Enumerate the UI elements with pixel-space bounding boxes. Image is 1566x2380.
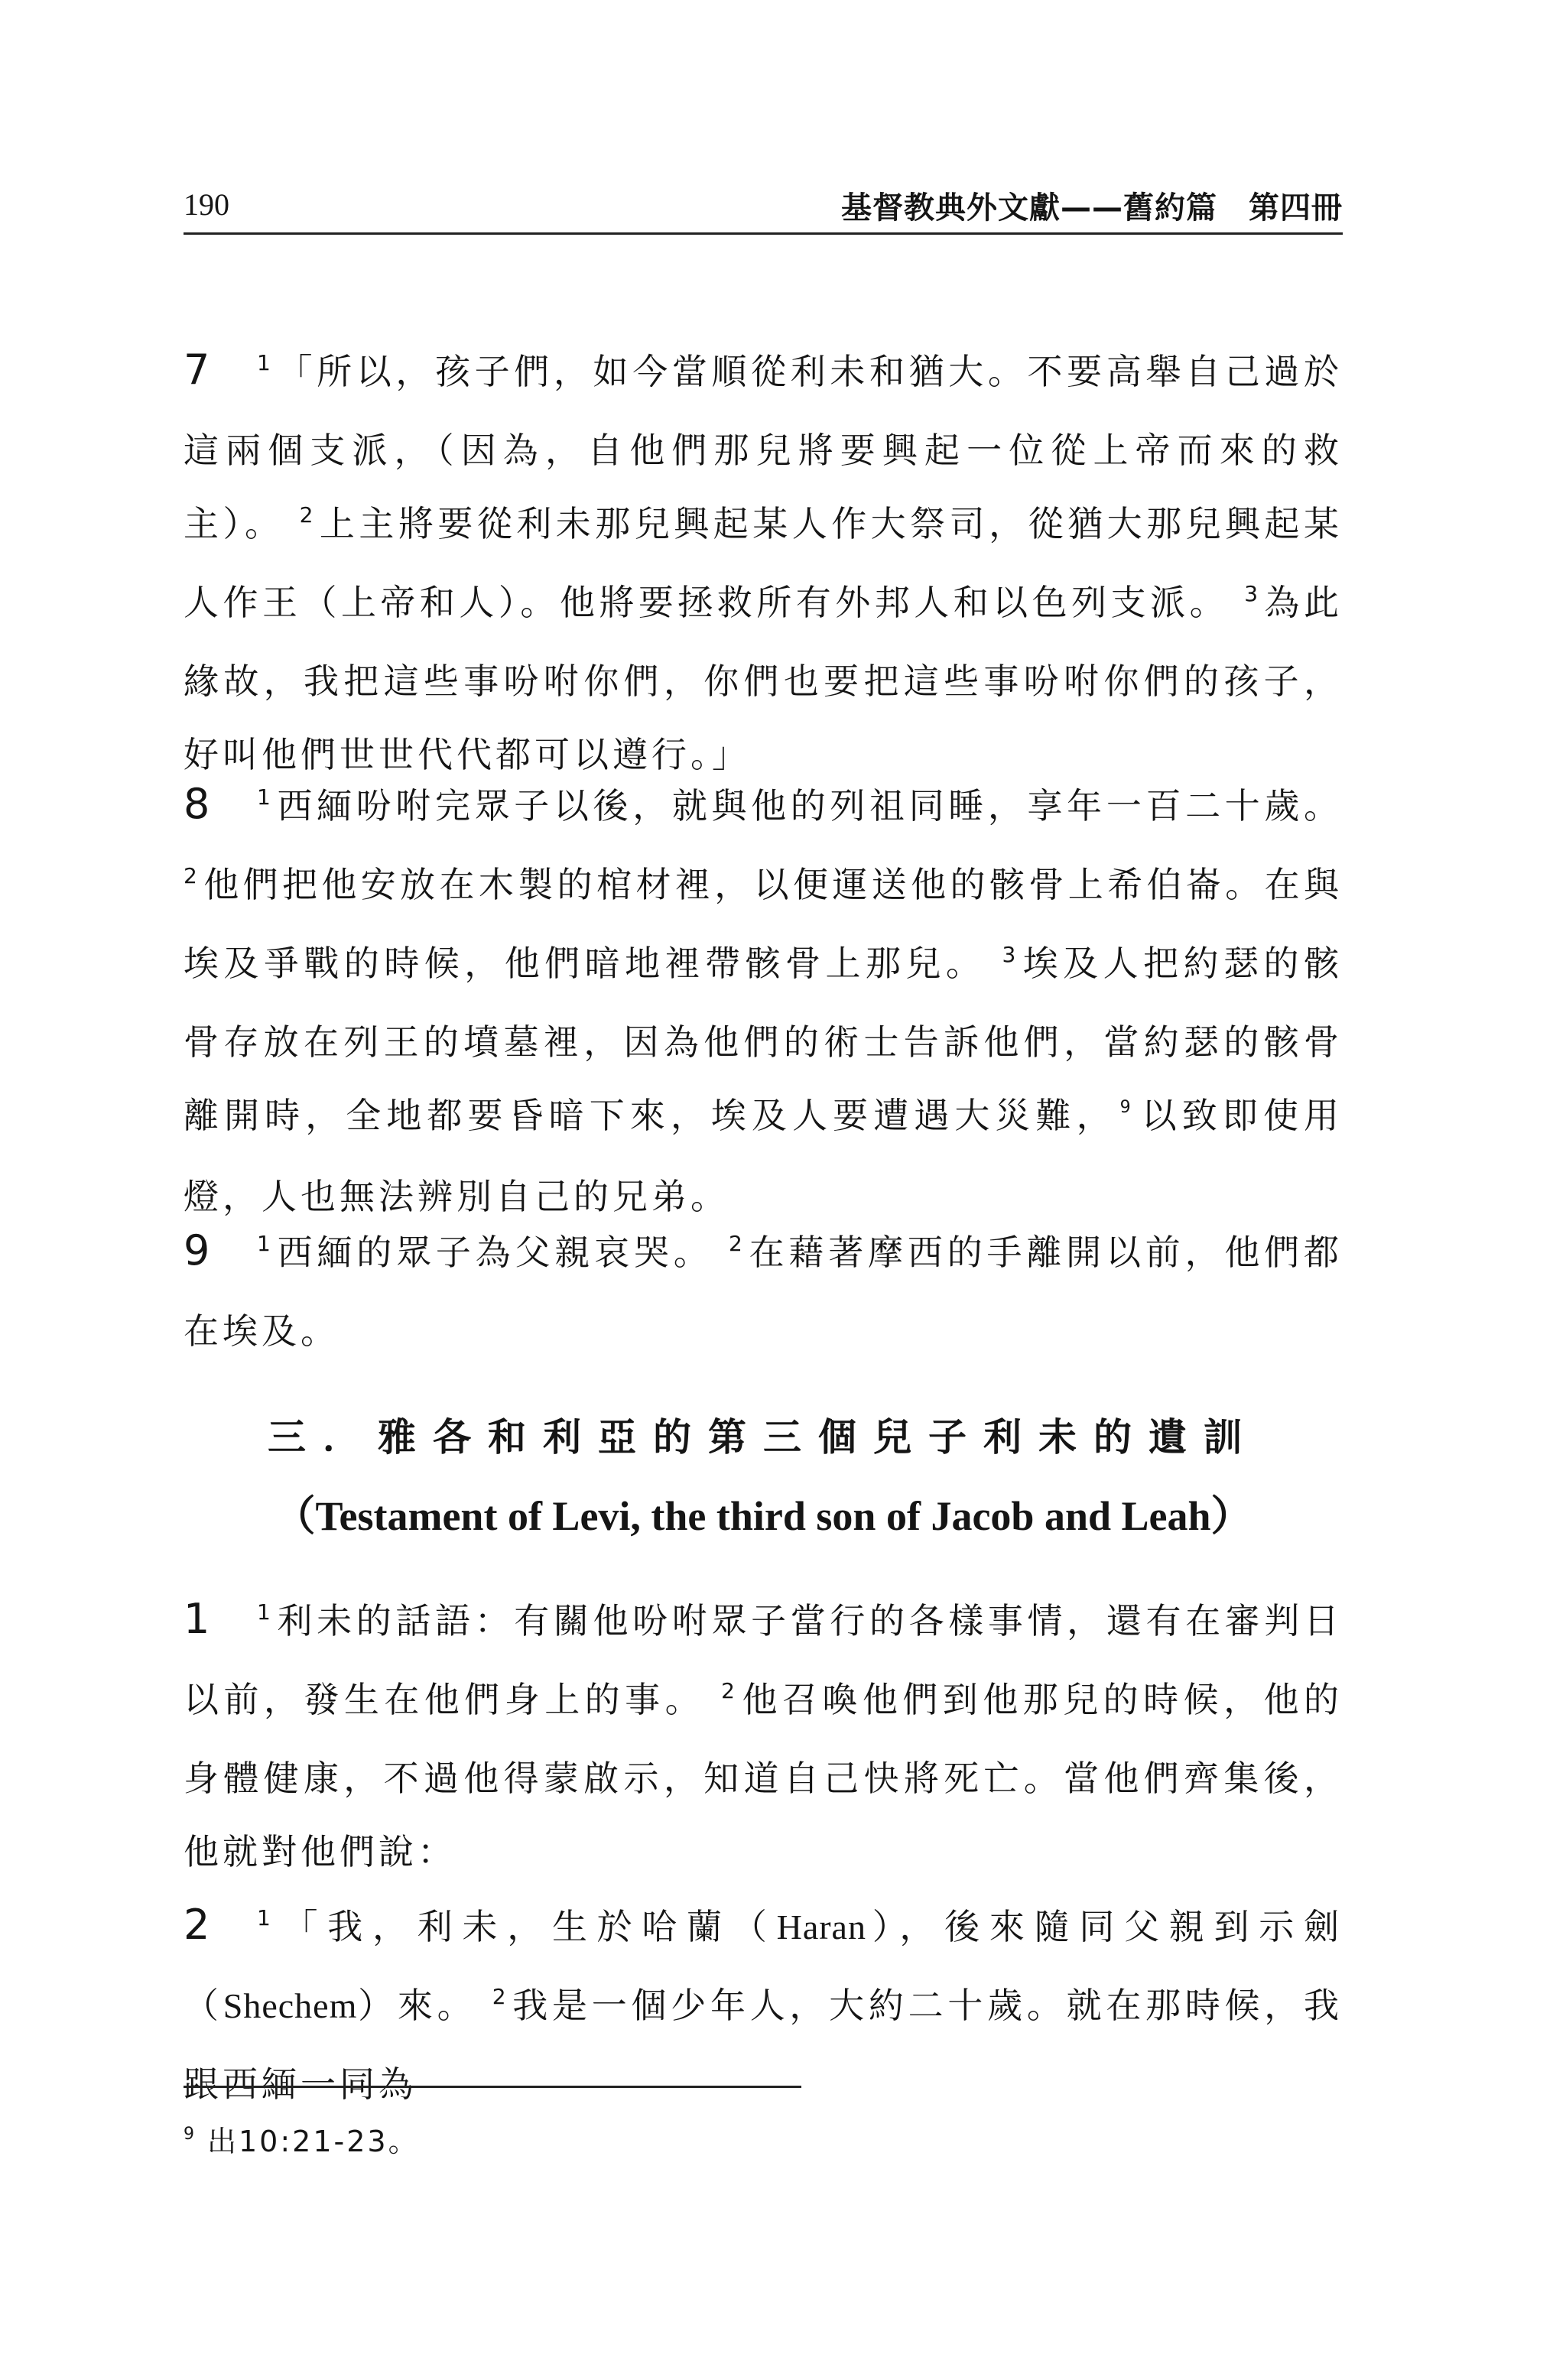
verse-number: 3: [1244, 581, 1259, 606]
chapter-number: 2: [184, 1901, 210, 1949]
chapter-7-paragraph: [184, 333, 1343, 791]
chapter-8-paragraph: [184, 768, 1343, 1233]
chapter-number: 9: [184, 1226, 210, 1274]
page-number: 190: [184, 187, 229, 222]
verse-text: 我是一個少年人，大約二十歲。就在那時候，我跟西緬一同為: [184, 1985, 1343, 2105]
verse-text: 在藉著摩西的手離開以前，他們都在埃及。: [184, 1232, 1343, 1352]
verse-number: 1: [257, 1599, 271, 1625]
chapter-9-paragraph: [184, 1214, 1343, 1368]
verse-text: 西緬的眾子為父親哀哭。: [276, 1232, 713, 1273]
verse-text: 為此緣故，我把這些事吩咐你們，你們也要把這些事吩咐你們的孩子，好叫他們世世代代都可以遵行。」: [184, 582, 1343, 775]
verse-text: 埃及人把約瑟的骸骨存放在列王的墳墓裡，因為他們的術士告訴他們，當約瑟的骸骨離開時，全地都要昏暗下來，埃及人要遭遇大災難，: [184, 943, 1343, 1136]
verse-text: ），後來隨同父親到示劍（: [184, 1906, 1343, 2026]
verse-text: 他召喚他們到他那兒的時候，他的身體健康，不過他得蒙啟示，知道自己快將死亡。當他們齊集後，他就對他們說：: [184, 1679, 1343, 1872]
footnote-mark: 9: [184, 2125, 197, 2144]
place-name-latin: Haran: [776, 1908, 866, 1947]
verse-text: 上主將要從利未那兒興起某人作大祭司，從猶大那兒興起某人作王（上帝和人）。他將要拯救所有外邦人和以色列支派。: [184, 503, 1343, 623]
chapter-number: 1: [184, 1595, 210, 1643]
verse-number: 3: [1002, 942, 1016, 967]
verse-text: 利未的話語：有關他吩咐眾子當行的各樣事情，還有在審判日以前，發生在他們身上的事。: [184, 1600, 1343, 1720]
verse-text: 以致即使用燈，人也無法辨別自己的兄弟。: [184, 1095, 1343, 1217]
footnote-divider: [184, 2086, 801, 2088]
verse-text: 「所以，孩子們，如今當順從利未和猶大。不要高舉自己過於這兩個支派，（因為，自他們那兒將要興起一位從上帝而來的救主）。: [184, 351, 1343, 544]
footnote-text: 出10:21-23。: [207, 2125, 420, 2158]
footnote-reference[interactable]: 9: [1119, 1098, 1131, 1117]
verse-number: 2: [184, 863, 197, 888]
verse-number: 1: [257, 350, 271, 375]
running-title: 基督教典外文獻——舊約篇 第四冊: [841, 190, 1343, 226]
section-subtitle: （Testament of Levi, the third son of Jacob and Leah）: [274, 1493, 1252, 1539]
levi-chapter-1-paragraph: [184, 1583, 1343, 1888]
section-title: 三．雅各和利亞的第三個兒子利未的遺訓: [268, 1414, 1259, 1459]
place-name-latin: Shechem: [223, 1986, 358, 2025]
page-header: [184, 176, 1343, 235]
verse-number: 1: [257, 784, 271, 810]
verse-number: 1: [257, 1231, 271, 1256]
verse-text: 「我，利未，生於哈蘭（: [276, 1906, 777, 1947]
verse-number: 2: [721, 1678, 735, 1703]
verse-number: 2: [492, 1984, 506, 2009]
verse-text: ）來。: [357, 1985, 477, 2026]
verse-text: 他們把他安放在木製的棺材裡，以便運送他的骸骨上希伯崙。在與埃及爭戰的時候，他們暗地裡帶骸骨上那兒。: [184, 864, 1343, 984]
chapter-number: 8: [184, 780, 210, 828]
verse-number: 2: [299, 502, 314, 528]
footnote: [184, 2118, 420, 2160]
verse-number: 2: [729, 1231, 742, 1256]
chapter-number: 7: [184, 346, 210, 394]
verse-text: 西緬吩咐完眾子以後，就與他的列祖同睡，享年一百二十歲。: [276, 785, 1343, 826]
verse-number: 1: [257, 1905, 271, 1930]
